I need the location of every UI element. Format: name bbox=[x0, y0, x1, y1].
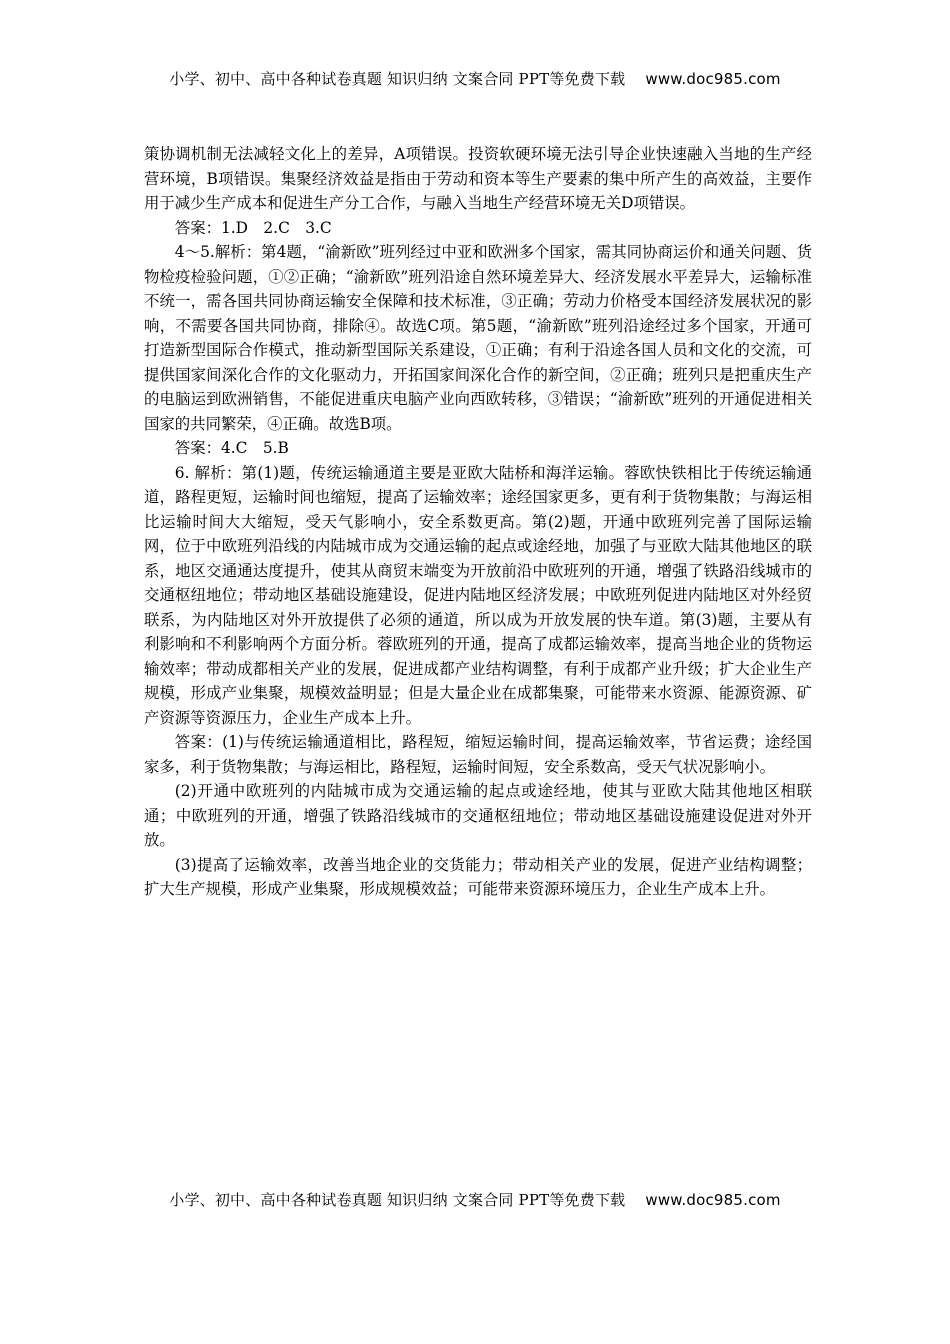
answer-key-1-3: 答案：1.D 2.C 3.C bbox=[174, 218, 332, 237]
footer-url-link[interactable]: www.doc985.com bbox=[645, 1191, 781, 1209]
explanation-4-5: 4～5.解析：第4题，“渝新欧”班列经过中亚和欧洲多个国家，需其同协商运价和通关问题、货物检疫检验问题，①②正确；“渝新欧”班列沿途自然环境差异大、经济发展水平差异大，运输标准不统一，需各国共同协商运输安全保障和技术标准，③正确；劳动力价格受本国经济发展状况的影响，不需要各国共同协商，排除④。故选C项。第5题，“渝新欧”班列沿途经过多个国家，开通可打造新型国际合作模式，推动新型国际关系建设，①正确；有利于沿途各国人员和文化的交流，可提供国家间深化合作的文化驱动力，开拓国家间深化合作的新空间，②正确；班列只是把重庆生产的电脑运到欧洲销售，不能促进重庆电脑产业向西欧转移，③错误；“渝新欧”班列的开通促进相关国家的共同繁荣，④正确。故选B项。 bbox=[144, 243, 812, 433]
answer-6-part-2: (2)开通中欧班列的内陆城市成为交通运输的起点或途经地，使其与亚欧大陆其他地区相联通；中欧班列的开通，增强了铁路沿线城市的交通枢纽地位；带动地区基础设施建设促进对外开放。 bbox=[144, 782, 812, 849]
answer-explanation-continued: 策协调机制无法减轻文化上的差异，A项错误。投资软硬环境无法引导企业快速融入当地的生产经营环境，B项错误。集聚经济效益是指由于劳动和资本等生产要素的集中所产生的高效益，主要作用于减少生产成本和促进生产分工合作，与融入当地生产经营环境无关D项错误。 bbox=[144, 145, 812, 212]
page-header bbox=[0, 68, 950, 89]
explanation-6: 6. 解析：第(1)题，传统运输通道主要是亚欧大陆桥和海洋运输。蓉欧快铁相比于传统运输通道，路程更短，运输时间也缩短，提高了运输效率；途经国家更多，更有利于货物集散；与海运相比运输时间大大缩短，受天气影响小，安全系数更高。第(2)题，开通中欧班列完善了国际运输网，位于中欧班列沿线的内陆城市成为交通运输的起点或途经地，加强了与亚欧大陆其他地区的联系，地区交通通达度提升，使其从商贸末端变为开放前沿中欧班列的开通，增强了铁路沿线城市的交通枢纽地位；带动地区基础设施建设，促进内陆地区经济发展；中欧班列促进内陆地区对外经贸联系，为内陆地区对外开放提供了必须的通道，所以成为开放发展的快车道。第(3)题，主要从有利影响和不利影响两个方面分析。蓉欧班列的开通，提高了成都运输效率，提高当地企业的货物运输效率；带动成都相关产业的发展，促进成都产业结构调整，有利于成都产业升级；扩大企业生产规模，形成产业集聚，规模效益明显；但是大量企业在成都集聚，可能带来水资源、能源资源、矿产资源等资源压力，企业生产成本上升。 bbox=[144, 463, 812, 727]
page-footer bbox=[0, 1189, 950, 1210]
document-body bbox=[144, 142, 812, 902]
header-text: 小学、初中、高中各种试卷真题 知识归纳 文案合同 PPT等免费下载 bbox=[169, 70, 626, 88]
answer-6-part-3: (3)提高了运输效率，改善当地企业的交货能力；带动相关产业的发展，促进产业结构调整；扩大生产规模，形成产业集聚，形成规模效益；可能带来资源环境压力，企业生产成本上升。 bbox=[144, 855, 812, 898]
header-url-link[interactable]: www.doc985.com bbox=[645, 70, 781, 88]
answer-key-4-5: 答案：4.C 5.B bbox=[174, 439, 289, 457]
answer-6-part-1: 答案：(1)与传统运输通道相比，路程短，缩短运输时间，提高运输效率，节省运费；途经国家多，利于货物集散；与海运相比，路程短，运输时间短，安全系数高，受天气状况影响小。 bbox=[144, 733, 812, 776]
footer-text: 小学、初中、高中各种试卷真题 知识归纳 文案合同 PPT等免费下载 bbox=[169, 1191, 626, 1209]
